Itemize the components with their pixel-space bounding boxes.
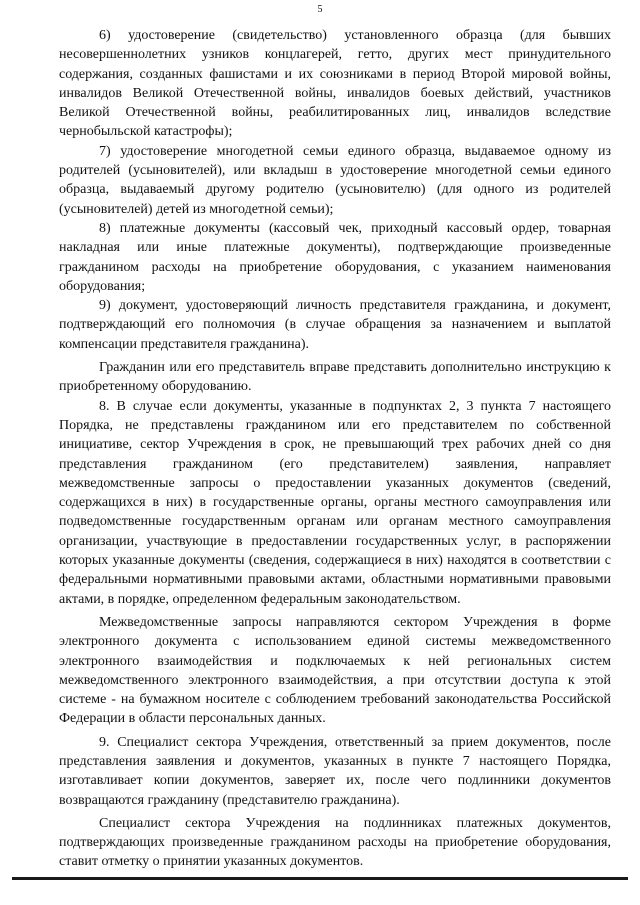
- paragraph-specialist-mark: Специалист сектора Учреждения на подлинниках платежных документов, подтверждающих произведенные гражданином расходы на приобретение оборудования, ставит отметку о принятии указанных документов.: [59, 815, 611, 870]
- paragraph-item-7: 7) удостоверение многодетной семьи единого образца, выдаваемое одному из родителей (усыновителей), или вкладыш в удостоверение многодетной семьи единого образца, выдаваемый другому родителю (усыновителю) (для одного из родителей (усыновителей) детей из многодетной семьи);: [59, 143, 611, 217]
- paragraph-item-9: 9) документ, удостоверяющий личность представителя гражданина, и документ, подтверждающий его полномочия (в случае обращения за назначением и выплатой компенсации представителя гражданина).: [59, 298, 611, 352]
- paragraph-interagency-requests: Межведомственные запросы направляются сектором Учреждения в форме электронного документа с использованием единой системы межведомственного электронного взаимодействия и подключаемых к ней региональных систем межведомственного электронного взаимодействия, а при отсутствии доступа к этой системе - на бумажном носителе с соблюдением требований законодательства Российской Федерации в области персональных данных.: [59, 614, 611, 727]
- paragraph-instruction: Гражданин или его представитель вправе представить дополнительно инструкцию к приобретенному оборудованию.: [59, 360, 611, 395]
- paragraph-item-8: 8) платежные документы (кассовый чек, приходный кассовый ордер, товарная накладная или иные платежные документы), подтверждающие произведенные гражданином расходы на приобретение оборудования, с указанием наименования оборудования;: [59, 220, 611, 294]
- document-body: [59, 26, 611, 872]
- page-number: 5: [317, 4, 323, 15]
- paragraph-item-6: 6) удостоверение (свидетельство) установленного образца (для бывших несовершеннолетних узников концлагерей, гетто, других мест принудительного содержания, созданных фашистами и их союзниками в период Второй мировой войны, инвалидов Великой Отечественной войны, инвалидов боевых действий, участников Великой Отечественной войны, реабилитированных лиц, инвалидов вследствие чернобыльской катастрофы);: [59, 28, 611, 140]
- bottom-rule: [12, 877, 628, 880]
- paragraph-clause-8: 8. В случае если документы, указанные в подпунктах 2, 3 пункта 7 настоящего Порядка, не представлены гражданином или его представителем по собственной инициативе, сектор Учреждения в срок, не превышающий трех рабочих дней со дня представления гражданином (его представителем) заявления, направляет межведомственные запросы о предоставлении указанных документов (сведений, содержащихся в них) в государственные органы, органы местного самоуправления или подведомственные государственным органам или органам местного самоуправления организации, участвующие в предоставлении государственных услуг, в распоряжении которых указанные документы (сведения, содержащиеся в них) находятся в соответствии с федеральными нормативными правовыми актами, областными нормативными правовыми актами, в порядке, определенном федеральным законодательством.: [59, 398, 611, 607]
- paragraph-clause-9: 9. Специалист сектора Учреждения, ответственный за прием документов, после представления заявления и документов, указанных в пункте 7 настоящего Порядка, изготавливает копии документов, заверяет их, после чего подлинники документов возвращаются гражданину (представителю гражданина).: [59, 734, 611, 808]
